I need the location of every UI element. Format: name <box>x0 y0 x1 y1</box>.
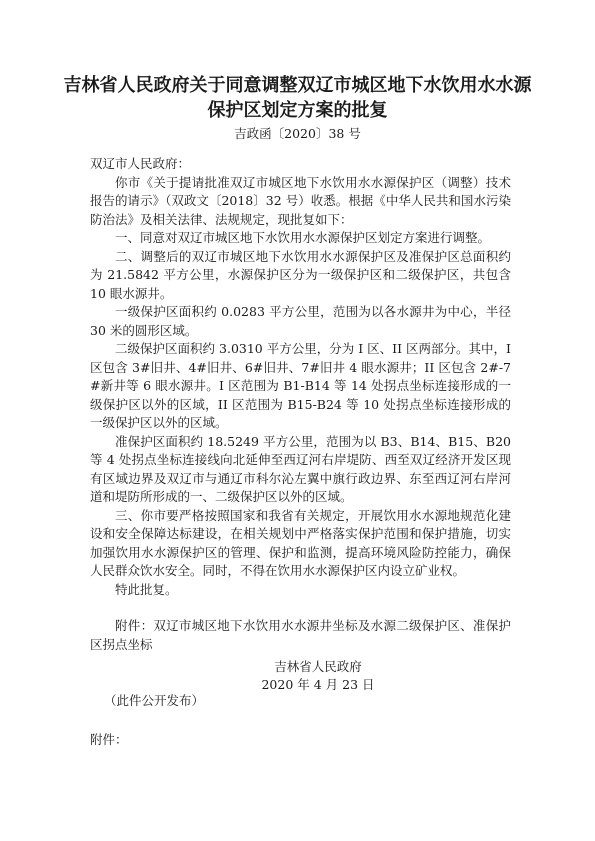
issuer-name: 吉林省人民政府 <box>274 659 362 674</box>
document-body <box>90 155 511 654</box>
paragraph: 二、调整后的双辽市城区地下水饮用水水源保护区及准保护区总面积约为 21.5842 平方公里，水源保护区分为一级保护区和二级保护区，共包含 10 眼水源井。 <box>90 248 511 301</box>
paragraph: 三、你市要严格按照国家和我省有关规定，开展饮用水水源地规范化建设和安全保障达标建设，在相关规划中严格落实保护范围和保护措施，切实加强饮用水水源保护区的管理、保护和监测，提高环境风险防控能力，确保人民群众饮水安全。同时，不得在饮用水水源保护区内设立矿业权。 <box>90 507 511 578</box>
paragraph: 一级保护区面积约 0.0283 平方公里，范围为以各水源井为中心，半径 30 米的圆形区域。 <box>90 304 511 338</box>
document-title: 吉林省人民政府关于同意调整双辽市城区地下水饮用水水源保护区划定方案的批复 <box>63 75 532 121</box>
closing-line: 特此批复。 <box>115 581 178 597</box>
publish-note: （此件公开发布） <box>104 693 205 708</box>
paragraph: 你市《关于提请批准双辽市城区地下水饮用水水源保护区（调整）技术报告的请示》（双政文〔2018〕32 号）收悉。根据《中华人民共和国水污染防治法》及相关法律、法规规定，现批复如下： <box>90 174 511 227</box>
spacer <box>90 599 511 617</box>
attachment-heading: 附件： <box>90 732 128 747</box>
paragraph: 二级保护区面积约 3.0310 平方公里，分为 I 区、II 区两部分。其中，I 区包含 3#旧井、4#旧井、6#旧井、7#旧井 4 眼水源井；II 区包含 2#-7#新井等 6 眼水源井。I 区范围为 B1-B14 等 14 处拐点坐标连接形成的一级保护区以外的区域，II 区范围为 B15-B24 等 10 处拐点坐标连接形成的一级保护区以外的区域。 <box>90 341 511 430</box>
salutation: 双辽市人民政府： <box>90 156 191 171</box>
document-number: 吉政函〔2020〕38 号 <box>234 126 361 141</box>
paragraph: 准保护区面积约 18.5249 平方公里，范围为以 B3、B14、B15、B20 等 4 处拐点坐标连接线向北延伸至西辽河右岸堤防、西至双辽经济开发区现有区域边界及双辽市与通辽市科尔沁左翼中旗行政边界、东至西辽河右岸河道和堤防所形成的一、二级保护区以外的区域。 <box>90 433 511 504</box>
attachment-note: 附件：双辽市城区地下水饮用水水源井坐标及水源二级保护区、准保护区拐点坐标 <box>90 618 511 652</box>
paragraph: 一、同意对双辽市城区地下水饮用水水源保护区划定方案进行调整。 <box>115 230 491 245</box>
issue-date: 2020 年 4 月 23 日 <box>261 677 375 692</box>
